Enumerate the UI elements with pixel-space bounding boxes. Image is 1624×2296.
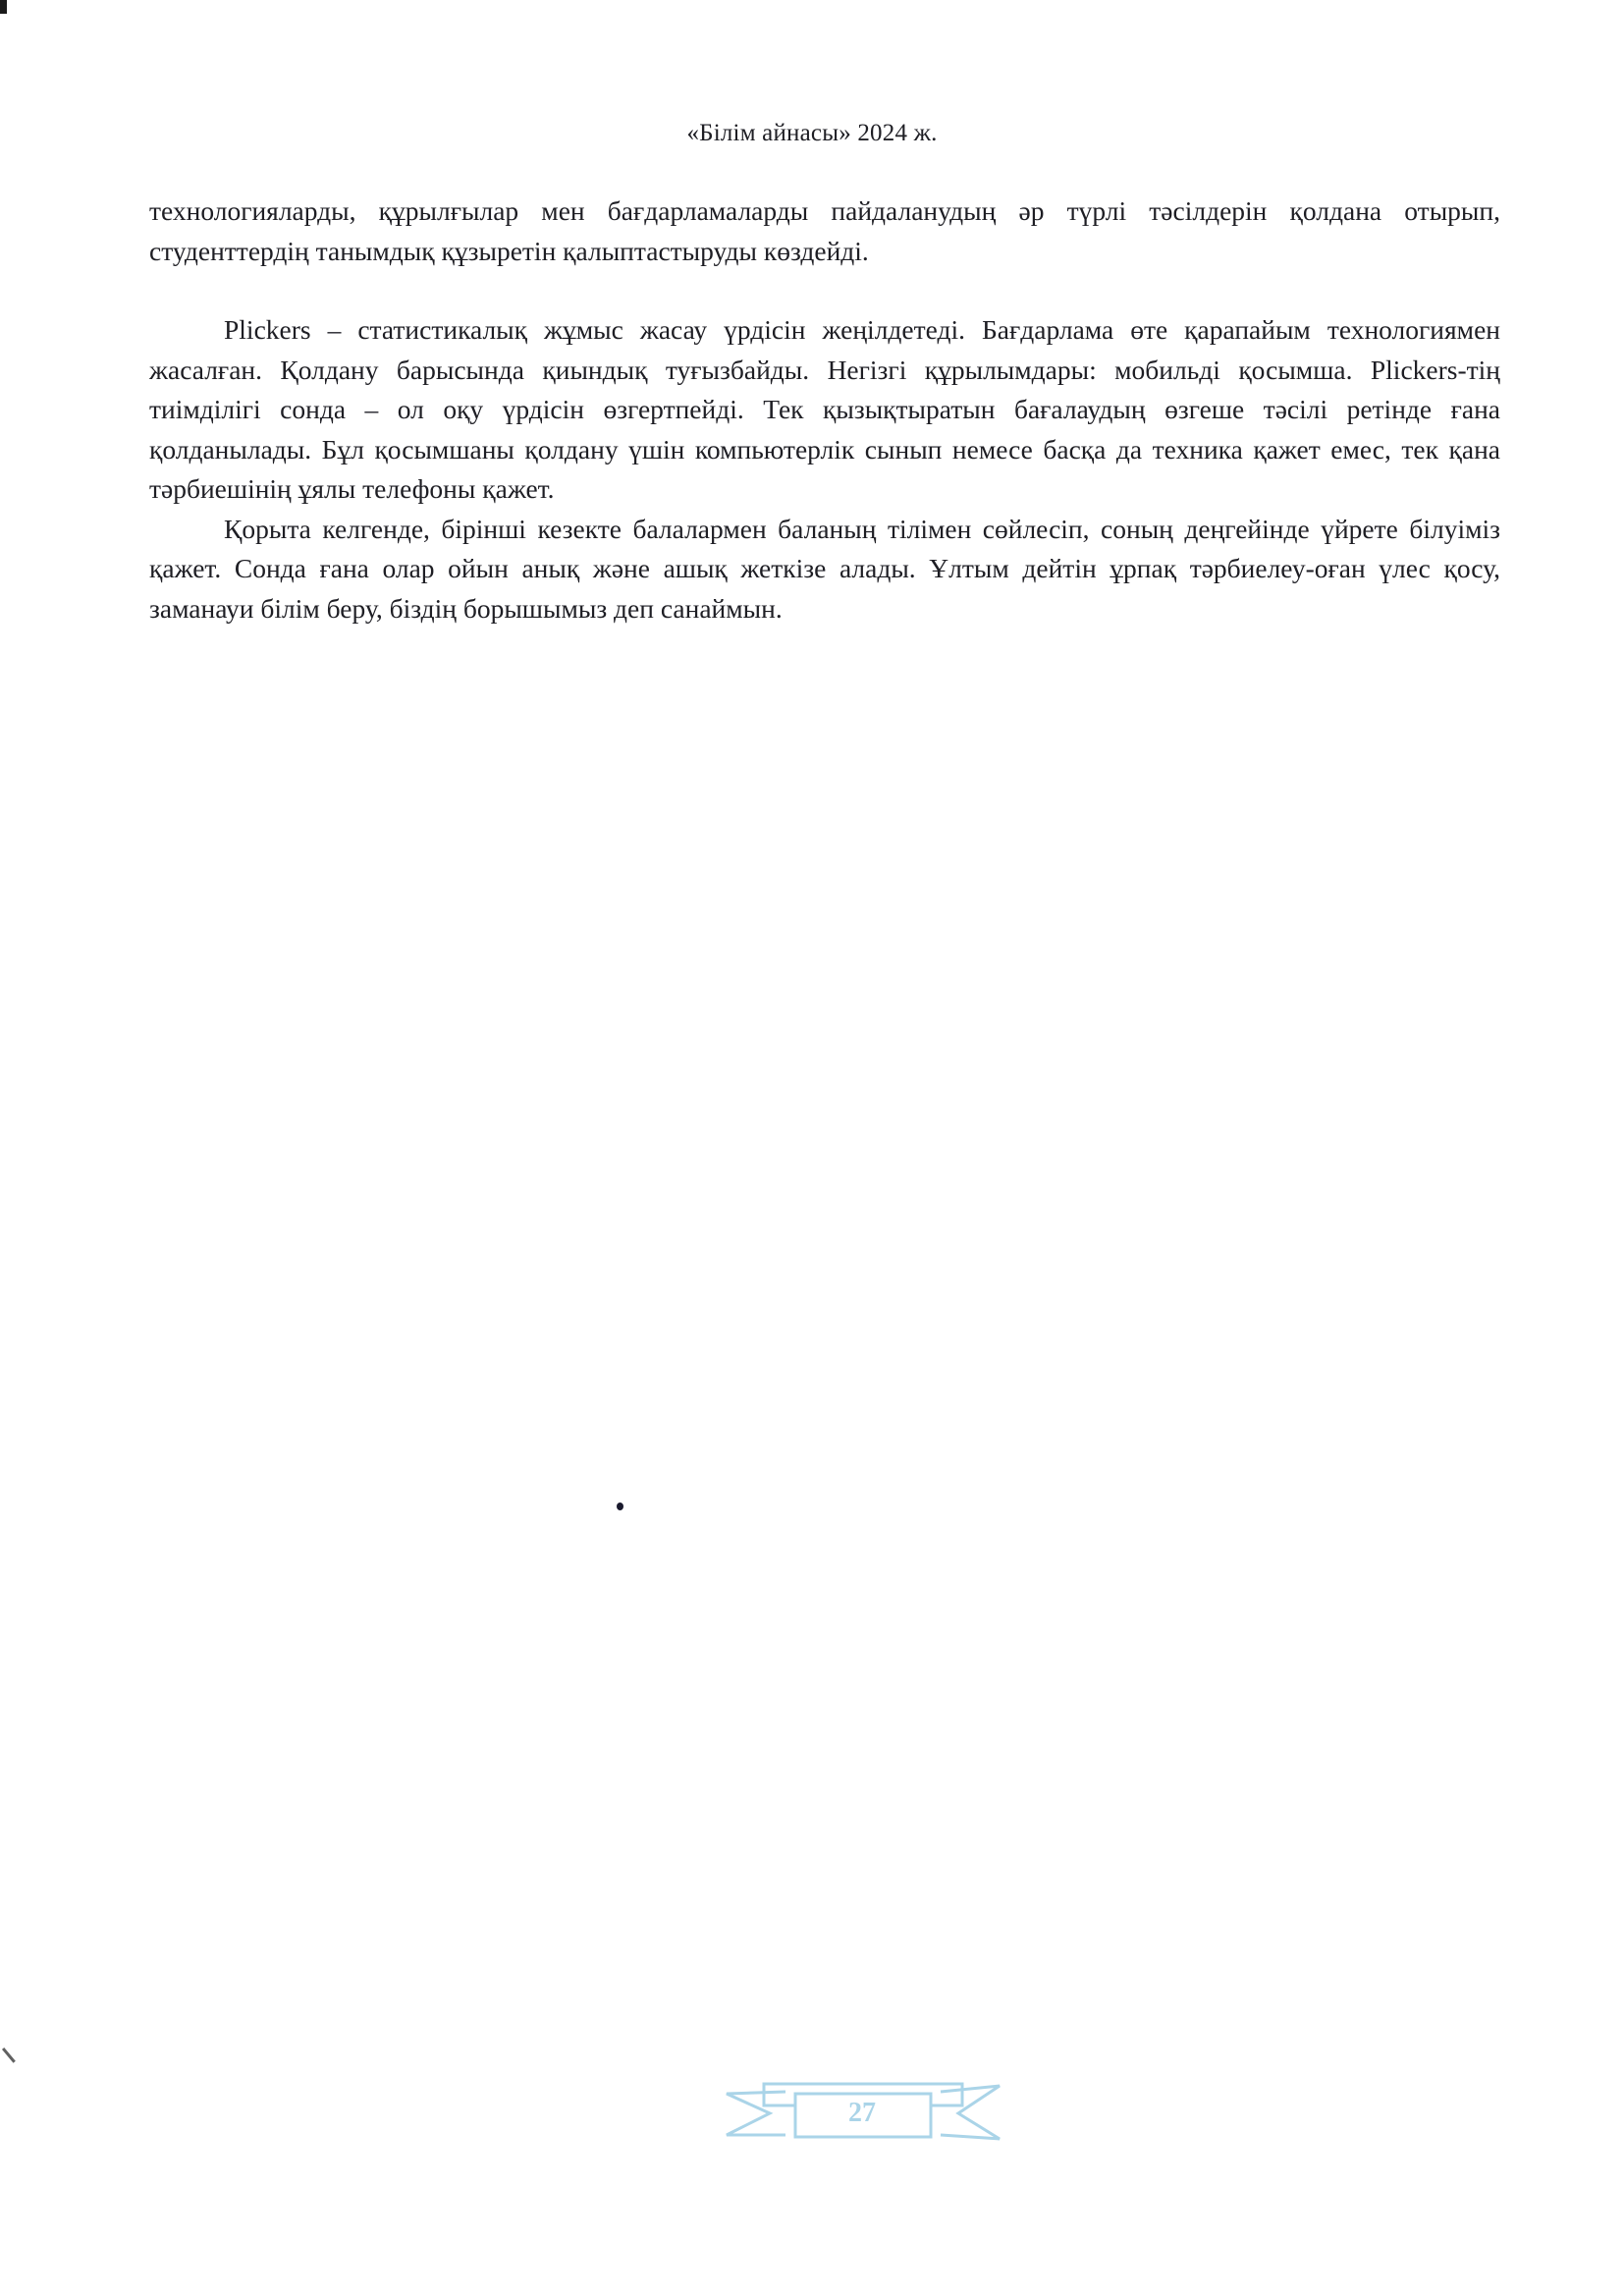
continuation-paragraph bbox=[149, 191, 1500, 271]
scan-edge-mark bbox=[2, 2040, 25, 2062]
ribbon-left-tail bbox=[727, 2092, 785, 2135]
scan-corner-mark bbox=[0, 0, 7, 14]
scan-speck bbox=[617, 1503, 623, 1510]
ribbon-right-tail bbox=[941, 2086, 1000, 2139]
page-number: 27 bbox=[848, 2098, 876, 2128]
body-text bbox=[149, 310, 1500, 629]
paragraph-conclusion: Қорыта келгенде, бірінші кезекте балалармен баланың тілімен сөйлесіп, соның деңгейінде үйрете білуіміз қажет. Сонда ғана олар ойын анық және ашық жеткізе алады. Ұлтым дейтін ұрпақ тәрбиелеу-оған үлес қосу, заманауи білім беру, біздің борышымыз деп санаймын. bbox=[149, 513, 1500, 624]
continuation-text: технологияларды, құрылғылар мен бағдарламаларды пайдаланудың әр түрлі тәсілдерін қолдана отырып, студенттердің танымдық құзыретін қалыптастыруды көздейді. bbox=[149, 195, 1500, 266]
running-header: «Білім айнасы» 2024 ж. bbox=[686, 120, 938, 146]
paragraph-plickers: Plickers – статистикалық жұмыс жасау үрдісін жеңілдетеді. Бағдарлама өте қарапайым технологиямен жасалған. Қолдану барысында қиындық туғызбайды. Негізгі құрылымдары: мобильді қосымша. Plickers-тің тиімділігі сонда – ол оқу үрдісін өзгертпейді. Тек қызықтыратын бағалаудың өзгеше тәсілі ретінде ғана қолданылады. Бұл қосымшаны қолдану үшін компьютерлік сынып немесе басқа да техника қажет емес, тек қана тәрбиешінің ұялы телефоны қажет. bbox=[149, 314, 1500, 504]
